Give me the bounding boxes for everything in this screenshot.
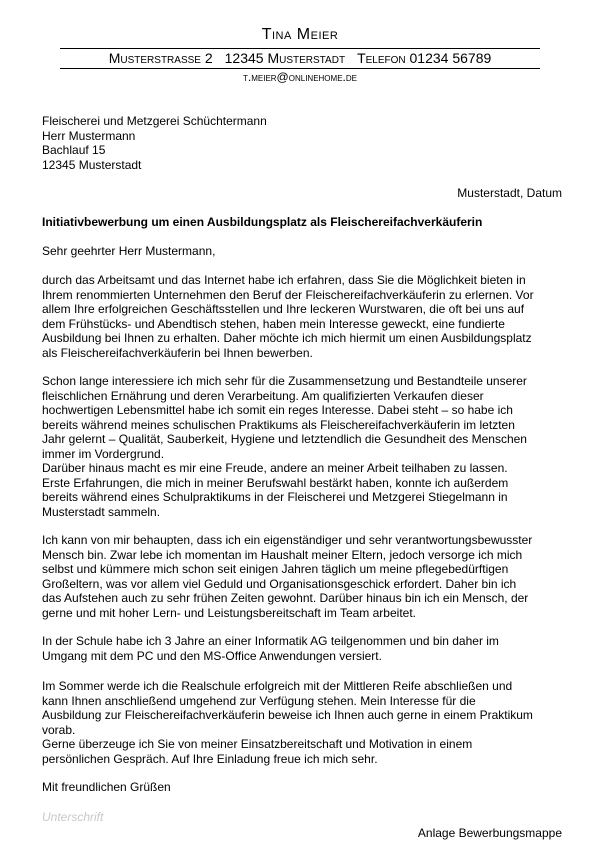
paragraph-line: Schon lange interessiere ich mich sehr für die Zusammensetzung und Bestandteile unserer xyxy=(42,374,527,388)
sender-street: Musterstrasse 2 xyxy=(108,50,213,66)
sender-phone: Telefon 01234 56789 xyxy=(357,50,492,66)
paragraph-line: durch das Arbeitsamt und das Internet habe ich erfahren, dass Sie die Möglichkeit bieten in xyxy=(42,273,526,287)
paragraph-line: gerne und mit hoher Lern- und Leistungsbereitschaft im Team arbeitet. xyxy=(42,605,416,620)
paragraph-line: Im Sommer werde ich die Realschule erfolgreich mit der Mittleren Reife abschließen und xyxy=(42,679,513,693)
paragraph-line: fleischlichen Ernährung und deren Verarbeitung. Am qualifizierten Verkaufen dieser xyxy=(42,388,484,403)
paragraph-line: hochwertigen Lebensmittel habe ich somit ein reges Interesse. Dabei steht – so habe ich xyxy=(42,403,513,417)
salutation: Sehr geehrter Herr Mustermann, xyxy=(42,244,216,258)
paragraph-line: Ausbildung zur Fleischereifachverkäuferin beweise ich Ihnen auch gerne in einem Praktikum xyxy=(42,708,533,722)
place-date: Musterstadt, Datum xyxy=(457,186,562,200)
header-rule-bottom xyxy=(60,68,540,69)
header-rule-top xyxy=(60,48,540,49)
paragraph-1 xyxy=(42,273,582,360)
paragraph-line: Großeltern, was vor allem viel Geduld und Organisationsgeschick erfordert. Daher bin ich xyxy=(42,576,517,591)
paragraph-line: Ihrem renommierten Unternehmen den Beruf der Fleischereifachverkäuferin zu erlernen. Vor xyxy=(42,287,534,302)
paragraph-line: persönlichen Gespräch. Auf Ihre Einladung freue ich mich sehr. xyxy=(42,751,378,766)
paragraph-line: Jahr gelernt – Qualität, Sauberkeit, Hygiene und letztendlich die Gesundheit des Menschen xyxy=(42,432,527,446)
enclosure-note: Anlage Bewerbungsmappe xyxy=(417,826,562,840)
paragraph-line: allem Ihre erfolgreichen Geschäftsstellen und Ihre leckeren Wurstwaren, die oft bei uns auf xyxy=(42,302,525,316)
paragraph-line: Ich kann von mir behaupten, dass ich ein eigenständiger und sehr verantwortungsbewusster xyxy=(42,533,533,547)
paragraph-line: Ausbildung bei Ihnen zu erhalten. Daher möchte ich mich hiermit um einen Ausbildungsplatz xyxy=(42,331,532,345)
sender-name: Tina Meier xyxy=(261,26,339,43)
recipient-line: Herr Mustermann xyxy=(42,128,136,143)
closing: Mit freundlichen Grüßen xyxy=(42,780,171,794)
sender-email: t.meier@onlinehome.de xyxy=(243,70,357,84)
paragraph-line: vorab. xyxy=(42,722,76,737)
paragraph-line: In der Schule habe ich 3 Jahre an einer Informatik AG teilgenommen und bin daher im xyxy=(42,634,499,648)
paragraph-line: immer im Vordergrund. xyxy=(42,446,165,461)
paragraph-3 xyxy=(42,533,582,620)
sender-city: 12345 Musterstadt xyxy=(224,50,346,66)
paragraph-line: selbst und kümmere mich schon seit einigen Jahren täglich um meine pflegebedürftigen xyxy=(42,562,509,576)
paragraph-line: Erste Erfahrungen, die mich in meiner Berufswahl bestärkt haben, konnte ich außerdem xyxy=(42,475,509,490)
recipient-address xyxy=(42,114,267,172)
paragraph-4 xyxy=(42,634,582,663)
letter-subject: Initiativbewerbung um einen Ausbildungsplatz als Fleischereifachverkäuferin xyxy=(42,215,483,229)
sender-address-line xyxy=(0,50,600,66)
paragraph-line: Mensch bin. Zwar lebe ich momentan im Haushalt meiner Eltern, jedoch versorge ich mich xyxy=(42,547,523,562)
paragraph-line: Musterstadt sammeln. xyxy=(42,504,161,519)
paragraph-line: Darüber hinaus macht es mir eine Freude, andere an meiner Arbeit teilhaben zu lassen. xyxy=(42,461,508,475)
recipient-line: Bachlauf 15 xyxy=(42,143,106,157)
paragraph-line: als Fleischereifachverkäuferin bei Ihnen bewerben. xyxy=(42,345,313,360)
paragraph-5 xyxy=(42,679,582,766)
paragraph-line: bereits während eines Schulpraktikums in der Fleischerei und Metzgerei Stiegelmann in xyxy=(42,490,508,504)
recipient-line: 12345 Musterstadt xyxy=(42,157,142,172)
paragraph-2 xyxy=(42,374,582,519)
paragraph-line: kann Ihnen anschließend umgehend zur Verfügung stehen. Mein Interesse für die xyxy=(42,693,476,708)
paragraph-line: dem Frühstücks- und Abendtisch stehen, haben mein Interesse geweckt, eine fundierte xyxy=(42,316,505,331)
recipient-line: Fleischerei und Metzgerei Schüchtermann xyxy=(42,114,267,128)
paragraph-line: bereits während meines schulischen Praktikums als Fleischereifachverkäuferin im letzten xyxy=(42,417,515,432)
paragraph-line: das Aufstehen auch zu sehr frühen Zeiten gewohnt. Darüber hinaus bin ich ein Mensch, der xyxy=(42,591,529,605)
paragraph-line: Umgang mit dem PC und den MS-Office Anwendungen versiert. xyxy=(42,648,382,663)
paragraph-line: Gerne überzeuge ich Sie von meiner Einsatzbereitschaft und Motivation in einem xyxy=(42,737,473,751)
signature-placeholder: Unterschrift xyxy=(42,810,104,824)
